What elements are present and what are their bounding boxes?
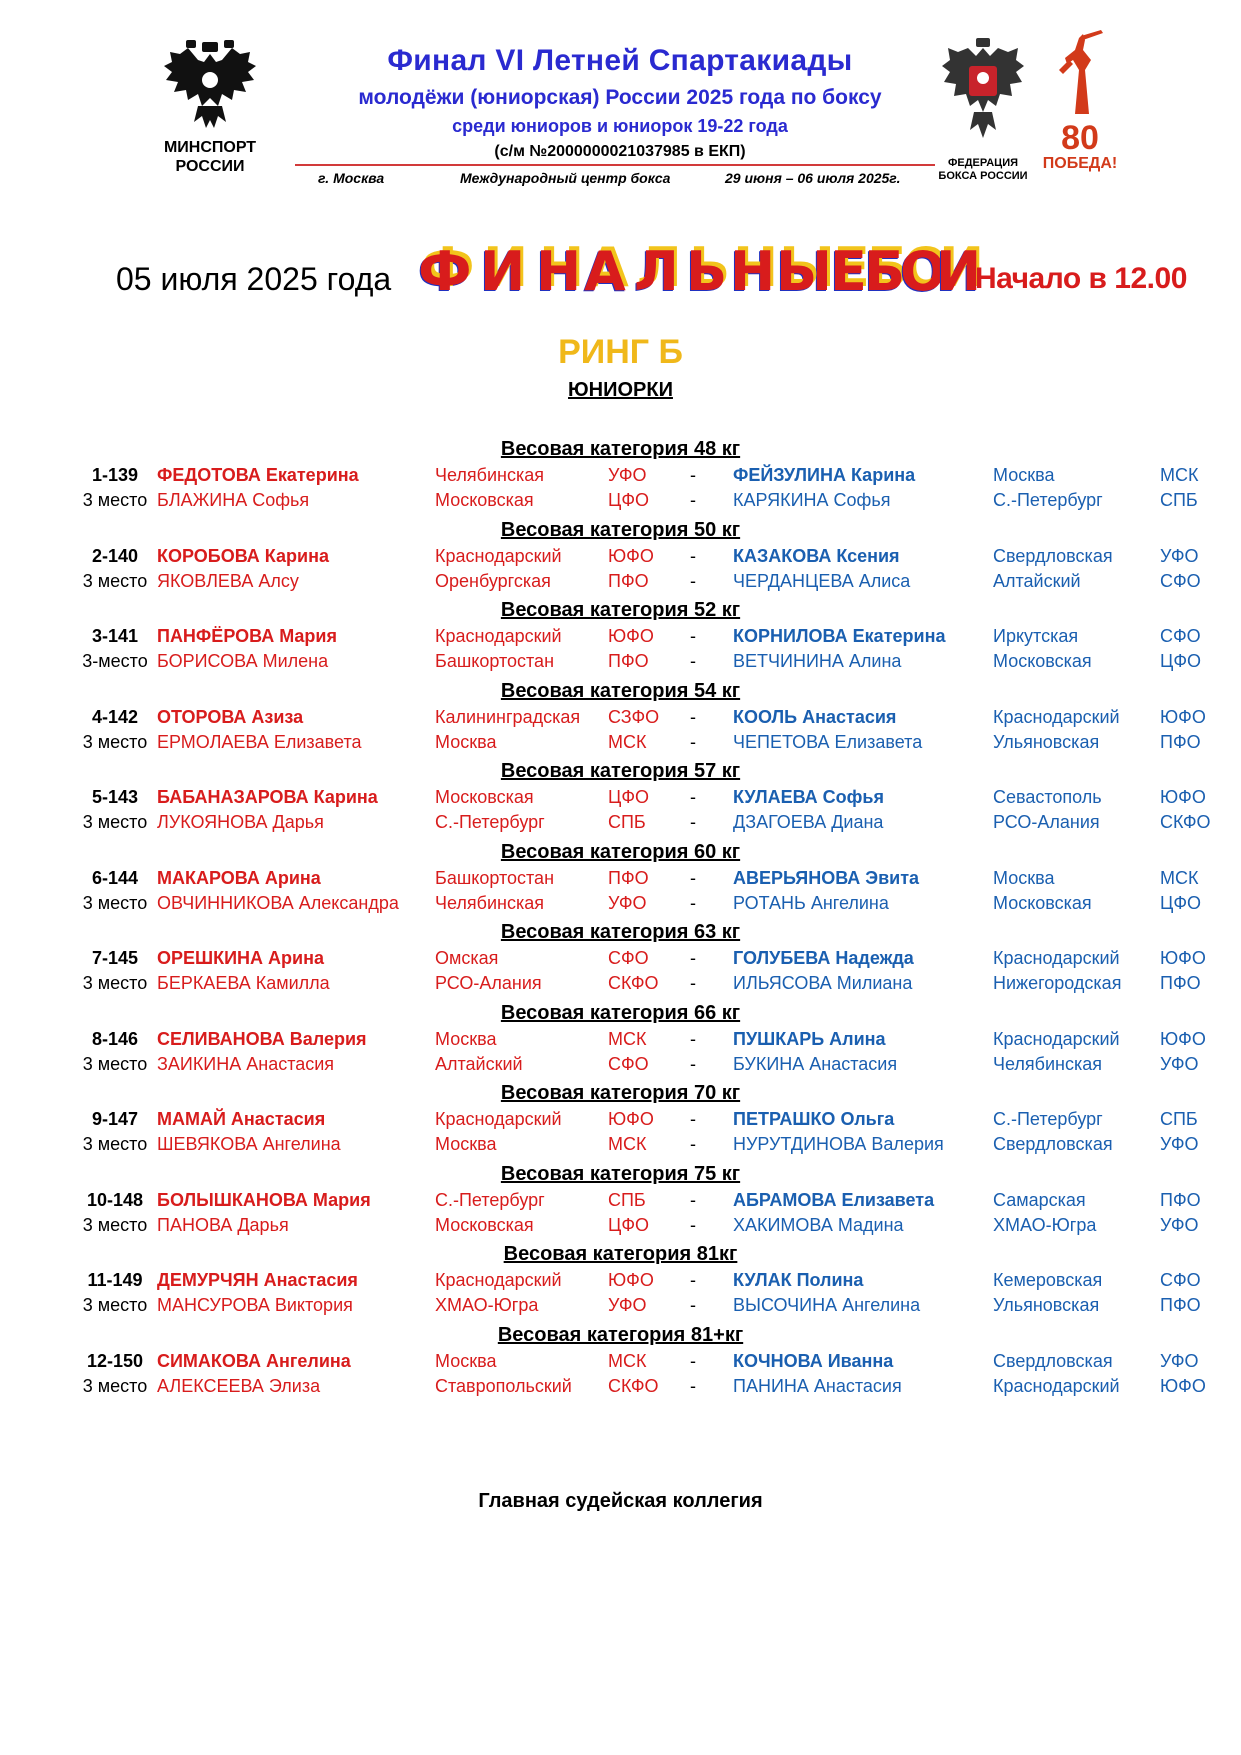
vs-dash: - (690, 545, 696, 566)
red-corner-district: СПБ (608, 1189, 646, 1210)
banner-letter: Н (730, 240, 776, 303)
red-corner-name: МАМАЙ Анастасия (157, 1109, 326, 1129)
bout-number: 2-140 (91, 545, 139, 566)
blue-corner-region: С.-Петербург (993, 1109, 1103, 1129)
third-place-blue-name: КАРЯКИНА Софья (733, 490, 891, 510)
banner-letter: А (584, 240, 626, 303)
red-corner-district: ЮФО (608, 545, 654, 566)
third-place-red-region: РСО-Алания (435, 973, 542, 993)
banner-letter: Ф (418, 240, 472, 303)
bout-number: 5-143 (91, 787, 139, 807)
third-place-blue-district: ПФО (1160, 1295, 1201, 1315)
victory-number: 80 (1061, 119, 1099, 157)
banner-letter: Л (634, 240, 679, 303)
blue-corner-name: АВЕРЬЯНОВА Эвита (733, 867, 920, 888)
blue-corner-district: ЮФО (1160, 948, 1206, 968)
third-place-blue-region: Свердловская (993, 1134, 1113, 1154)
red-corner-name: ДЕМУРЧЯН Анастасия (157, 1270, 358, 1290)
third-place-blue-region: Ульяновская (993, 731, 1100, 752)
third-place-red-name: БОРИСОВА Милена (157, 651, 329, 671)
vs-dash: - (690, 1214, 696, 1235)
third-place-label: 3-место (82, 651, 148, 671)
third-place-blue-region: Ульяновская (993, 1295, 1100, 1315)
blue-corner-name: КООЛЬ Анастасия (733, 706, 897, 727)
third-place-label: 3 место (82, 812, 148, 832)
banner-letter: О (900, 240, 946, 303)
weight-category-title: Весовая категория 48 кг (500, 438, 741, 460)
federation-eagle-icon (938, 38, 1028, 150)
red-corner-region: Краснодарский (435, 1270, 562, 1290)
weight-category-title: Весовая категория 60 кг (500, 840, 741, 863)
blue-corner-region: Кемеровская (993, 1270, 1103, 1290)
victory-word: ПОБЕДА! (1042, 155, 1118, 172)
blue-corner-district: ЮФО (1160, 706, 1206, 727)
bout-number: 11-149 (87, 1270, 143, 1290)
blue-corner-district: ЮФО (1160, 787, 1206, 807)
blue-corner-district: МСК (1160, 465, 1199, 485)
vs-dash: - (690, 1053, 696, 1074)
third-place-red-district: СКФО (608, 973, 659, 993)
third-place-red-region: Челябинская (435, 892, 544, 913)
third-place-blue-district: ЦФО (1160, 892, 1202, 913)
vs-dash: - (690, 626, 696, 646)
third-place-red-name: БЛАЖИНА Софья (157, 490, 310, 510)
red-corner-district: УФО (608, 465, 647, 485)
blue-corner-name: КАЗАКОВА Ксения (733, 545, 900, 566)
third-place-label: 3 место (82, 1134, 148, 1154)
blue-corner-region: Севастополь (993, 787, 1102, 807)
third-place-blue-district: ПФО (1160, 973, 1201, 993)
third-place-blue-district: УФО (1160, 1134, 1199, 1154)
third-place-blue-region: ХМАО-Югра (993, 1214, 1097, 1235)
third-place-red-region: Ставропольский (435, 1375, 572, 1396)
red-corner-name: ОРЕШКИНА Арина (157, 948, 324, 968)
blue-corner-name: КУЛАЕВА Софья (733, 787, 884, 807)
session-date: 05 июля 2025 года (116, 261, 392, 297)
red-corner-district: ЮФО (608, 1109, 654, 1129)
vs-dash: - (690, 1295, 696, 1315)
third-place-blue-name: ИЛЬЯСОВА Милиана (733, 973, 913, 993)
bout-number: 8-146 (91, 1028, 139, 1049)
third-place-blue-name: ВЕТЧИНИНА Алина (733, 651, 902, 671)
third-place-label: 3 место (82, 1053, 148, 1074)
red-corner-name: КОРОБОВА Карина (157, 545, 329, 566)
third-place-blue-region: Алтайский (993, 570, 1081, 591)
federation-name: ФЕДЕРАЦИЯ БОКСА РОССИИ (938, 157, 1028, 182)
event-dates: 29 июня – 06 июля 2025г. (725, 170, 901, 186)
third-place-red-name: ОВЧИННИКОВА Александра (157, 892, 399, 913)
banner-letter: Ь (686, 240, 728, 303)
red-corner-name: ОТОРОВА Азиза (157, 706, 304, 727)
third-place-red-name: ЗАИКИНА Анастасия (157, 1053, 335, 1074)
red-corner-district: СФО (608, 948, 649, 968)
third-place-red-region: ХМАО-Югра (435, 1295, 539, 1315)
third-place-blue-name: ВЫСОЧИНА Ангелина (733, 1295, 921, 1315)
blue-corner-region: Самарская (993, 1189, 1086, 1210)
third-place-red-region: Москва (435, 731, 497, 752)
third-place-red-name: БЕРКАЕВА Камилла (157, 973, 330, 993)
red-corner-district: СЗФО (608, 706, 660, 727)
bout-number: 1-139 (91, 465, 139, 485)
blue-corner-region: Краснодарский (993, 1028, 1120, 1049)
third-place-blue-region: Московская (993, 892, 1092, 913)
third-place-red-region: Москва (435, 1134, 497, 1154)
third-place-blue-region: Нижегородская (993, 973, 1122, 993)
blue-corner-district: УФО (1160, 1350, 1199, 1371)
vs-dash: - (690, 812, 696, 832)
third-place-red-region: Алтайский (435, 1053, 523, 1074)
red-corner-name: СЕЛИВАНОВА Валерия (157, 1028, 367, 1049)
blue-corner-district: СФО (1160, 1270, 1201, 1290)
third-place-blue-region: С.-Петербург (993, 490, 1103, 510)
third-place-blue-district: СПБ (1160, 490, 1198, 510)
vs-dash: - (690, 1270, 696, 1290)
red-corner-region: С.-Петербург (435, 1189, 545, 1210)
bout-number: 10-148 (86, 1189, 144, 1210)
blue-corner-region: Краснодарский (993, 948, 1120, 968)
third-place-label: 3 место (82, 973, 148, 993)
weight-category-title: Весовая категория 66 кг (500, 1001, 741, 1024)
third-place-red-name: АЛЕКСЕЕВА Элиза (157, 1375, 321, 1396)
victory-80-logo (1040, 30, 1120, 180)
red-corner-region: Челябинская (435, 465, 544, 485)
third-place-blue-district: СФО (1160, 570, 1201, 591)
third-place-red-district: ЦФО (608, 490, 650, 510)
third-place-blue-name: РОТАНЬ Ангелина (733, 892, 889, 913)
third-place-blue-name: ДЗАГОЕВА Диана (733, 812, 884, 832)
third-place-red-district: УФО (608, 892, 647, 913)
blue-corner-name: КУЛАК Полина (733, 1270, 864, 1290)
bout-number: 9-147 (91, 1109, 139, 1129)
event-subtitle: молодёжи (юниорская) России 2025 года по боксу (358, 86, 882, 109)
blue-corner-name: КОЧНОВА Иванна (733, 1350, 894, 1371)
third-place-red-district: ЦФО (608, 1214, 650, 1235)
vs-dash: - (690, 1028, 696, 1049)
third-place-red-name: МАНСУРОВА Виктория (157, 1295, 353, 1315)
vs-dash: - (690, 892, 696, 913)
footer-signature: Главная судейская коллегия (478, 1490, 763, 1512)
third-place-red-district: МСК (608, 731, 647, 752)
bout-number: 4-142 (91, 706, 139, 727)
third-place-blue-district: СКФО (1160, 812, 1211, 832)
red-corner-name: БОЛЫШКАНОВА Мария (157, 1189, 371, 1210)
header-divider (295, 164, 935, 166)
third-place-red-region: Оренбургская (435, 570, 551, 591)
third-place-blue-region: РСО-Алания (993, 812, 1100, 832)
third-place-blue-name: ЧЕПЕТОВА Елизавета (733, 731, 923, 752)
banner-letter: Ы (776, 240, 832, 303)
banner-letter: И (480, 240, 526, 303)
weight-category-title: Весовая категория 50 кг (500, 518, 741, 541)
red-corner-region: Краснодарский (435, 545, 562, 566)
blue-corner-name: ПЕТРАШКО Ольга (733, 1109, 895, 1129)
red-corner-region: Омская (435, 948, 499, 968)
venue-city: г. Москва (318, 170, 385, 186)
vs-dash: - (690, 651, 696, 671)
blue-corner-region: Москва (993, 465, 1055, 485)
vs-dash: - (690, 1189, 696, 1210)
third-place-label: 3 место (82, 892, 148, 913)
vs-dash: - (690, 867, 696, 888)
blue-corner-region: Иркутская (993, 626, 1079, 646)
red-corner-region: Краснодарский (435, 1109, 562, 1129)
weight-category-title: Весовая категория 63 кг (500, 921, 741, 943)
third-place-blue-name: БУКИНА Анастасия (733, 1053, 898, 1074)
venue-place: Международный центр бокса (460, 170, 671, 186)
vs-dash: - (690, 1134, 696, 1154)
banner-letter: Н (536, 240, 582, 303)
banner-letter: И (936, 240, 982, 303)
event-title: Финал VI Летней Спартакиады (387, 44, 853, 77)
third-place-red-district: СКФО (608, 1375, 659, 1396)
bout-number: 7-145 (91, 948, 139, 968)
weight-category-title: Весовая категория 54 кг (500, 679, 741, 702)
third-place-blue-district: УФО (1160, 1053, 1199, 1074)
event-ekp-number: (с/м №2000000021037985 в ЕКП) (494, 143, 746, 160)
third-place-blue-district: ПФО (1160, 731, 1201, 752)
third-place-red-district: СПБ (608, 812, 646, 832)
blue-corner-region: Краснодарский (993, 706, 1120, 727)
minsport-logo (150, 40, 270, 190)
ring-label: РИНГ Б (558, 333, 683, 371)
red-corner-district: МСК (608, 1350, 647, 1371)
red-corner-region: Московская (435, 787, 534, 807)
red-corner-district: МСК (608, 1028, 647, 1049)
vs-dash: - (690, 948, 696, 968)
bout-number: 12-150 (86, 1350, 144, 1371)
red-corner-district: ЦФО (608, 787, 650, 807)
third-place-blue-name: НУРУТДИНОВА Валерия (733, 1134, 944, 1154)
blue-corner-name: ПУШКАРЬ Алина (733, 1028, 886, 1049)
third-place-red-region: С.-Петербург (435, 812, 545, 832)
third-place-blue-name: ХАКИМОВА Мадина (733, 1214, 904, 1235)
vs-dash: - (690, 1375, 696, 1396)
third-place-red-region: Башкортостан (435, 651, 555, 671)
red-corner-name: СИМАКОВА Ангелина (157, 1350, 351, 1371)
third-place-red-name: ЯКОВЛЕВА Алсу (157, 570, 299, 591)
third-place-blue-region: Челябинская (993, 1053, 1102, 1074)
third-place-red-district: УФО (608, 1295, 647, 1315)
vs-dash: - (690, 1109, 696, 1129)
third-place-red-district: ПФО (608, 651, 649, 671)
third-place-red-region: Московская (435, 1214, 534, 1235)
weight-category-title: Весовая категория 81+кг (497, 1323, 744, 1346)
vs-dash: - (690, 973, 696, 993)
event-age-group: среди юниоров и юниорок 19-22 года (452, 116, 788, 136)
vs-dash: - (690, 490, 696, 510)
bout-number: 6-144 (91, 867, 139, 888)
minsport-name: МИНСПОРТ РОССИИ (163, 139, 257, 175)
banner-letter: Е (830, 240, 867, 303)
double-headed-eagle-icon (158, 40, 262, 136)
third-place-red-name: ЕРМОЛАЕВА Елизавета (157, 731, 362, 752)
third-place-red-district: СФО (608, 1053, 649, 1074)
vs-dash: - (690, 1350, 696, 1371)
third-place-label: 3 место (82, 731, 148, 752)
weight-category-title: Весовая категория 75 кг (500, 1162, 741, 1185)
third-place-label: 3 место (82, 1295, 148, 1315)
third-place-label: 3 место (82, 1214, 148, 1235)
final-bouts-banner (418, 240, 982, 303)
motherland-statue-icon (1045, 30, 1115, 114)
third-place-label: 3 место (82, 570, 148, 591)
blue-corner-district: СПБ (1160, 1109, 1198, 1129)
red-corner-region: Башкортостан (435, 867, 555, 888)
red-corner-region: Краснодарский (435, 626, 562, 646)
vs-dash: - (690, 465, 696, 485)
start-time: Начало в 12.00 (975, 262, 1187, 295)
third-place-red-district: ПФО (608, 570, 649, 591)
vs-dash: - (690, 787, 696, 807)
blue-corner-region: Свердловская (993, 1350, 1113, 1371)
bout-number: 3-141 (91, 626, 139, 646)
third-place-blue-region: Краснодарский (993, 1375, 1120, 1396)
third-place-blue-name: ПАНИНА Анастасия (733, 1375, 902, 1396)
vs-dash: - (690, 570, 696, 591)
red-corner-name: МАКАРОВА Арина (157, 867, 321, 888)
red-corner-district: ЮФО (608, 626, 654, 646)
blue-corner-district: ЮФО (1160, 1028, 1206, 1049)
red-corner-name: ПАНФЁРОВА Мария (157, 626, 337, 646)
blue-corner-district: СФО (1160, 626, 1201, 646)
third-place-red-name: ПАНОВА Дарья (157, 1214, 289, 1235)
blue-corner-region: Москва (993, 867, 1055, 888)
third-place-red-region: Московская (435, 490, 534, 510)
weight-category-title: Весовая категория 70 кг (500, 1082, 741, 1104)
third-place-blue-district: ЮФО (1160, 1375, 1206, 1396)
red-corner-region: Москва (435, 1350, 497, 1371)
blue-corner-name: ФЕЙЗУЛИНА Карина (733, 465, 916, 485)
third-place-blue-district: ЦФО (1160, 651, 1202, 671)
third-place-label: 3 место (82, 490, 148, 510)
third-place-label: 3 место (82, 1375, 148, 1396)
banner-letter: Б (864, 240, 906, 303)
third-place-blue-district: УФО (1160, 1214, 1199, 1235)
weight-category-title: Весовая категория 52 кг (500, 599, 741, 621)
third-place-red-district: МСК (608, 1134, 647, 1154)
red-corner-district: ПФО (608, 867, 649, 888)
blue-corner-district: УФО (1160, 545, 1199, 566)
blue-corner-name: ГОЛУБЕВА Надежда (733, 948, 914, 968)
blue-corner-region: Свердловская (993, 545, 1113, 566)
third-place-blue-name: ЧЕРДАНЦЕВА Алиса (733, 570, 911, 591)
vs-dash: - (690, 706, 696, 727)
blue-corner-district: МСК (1160, 867, 1199, 888)
third-place-red-name: ЛУКОЯНОВА Дарья (157, 812, 324, 832)
weight-category-title: Весовая категория 57 кг (500, 760, 741, 782)
third-place-blue-region: Московская (993, 651, 1092, 671)
red-corner-name: ФЕДОТОВА Екатерина (157, 465, 359, 485)
weight-category-title: Весовая категория 81кг (503, 1243, 738, 1265)
red-corner-district: ЮФО (608, 1270, 654, 1290)
blue-corner-district: ПФО (1160, 1189, 1201, 1210)
third-place-red-name: ШЕВЯКОВА Ангелина (157, 1134, 341, 1154)
blue-corner-name: КОРНИЛОВА Екатерина (733, 626, 946, 646)
blue-corner-name: АБРАМОВА Елизавета (733, 1189, 935, 1210)
red-corner-name: БАБАНАЗАРОВА Карина (157, 787, 378, 807)
red-corner-region: Москва (435, 1028, 497, 1049)
vs-dash: - (690, 731, 696, 752)
group-label: ЮНИОРКИ (568, 379, 673, 401)
boxing-federation-logo (928, 38, 1038, 188)
red-corner-region: Калининградская (435, 706, 581, 727)
